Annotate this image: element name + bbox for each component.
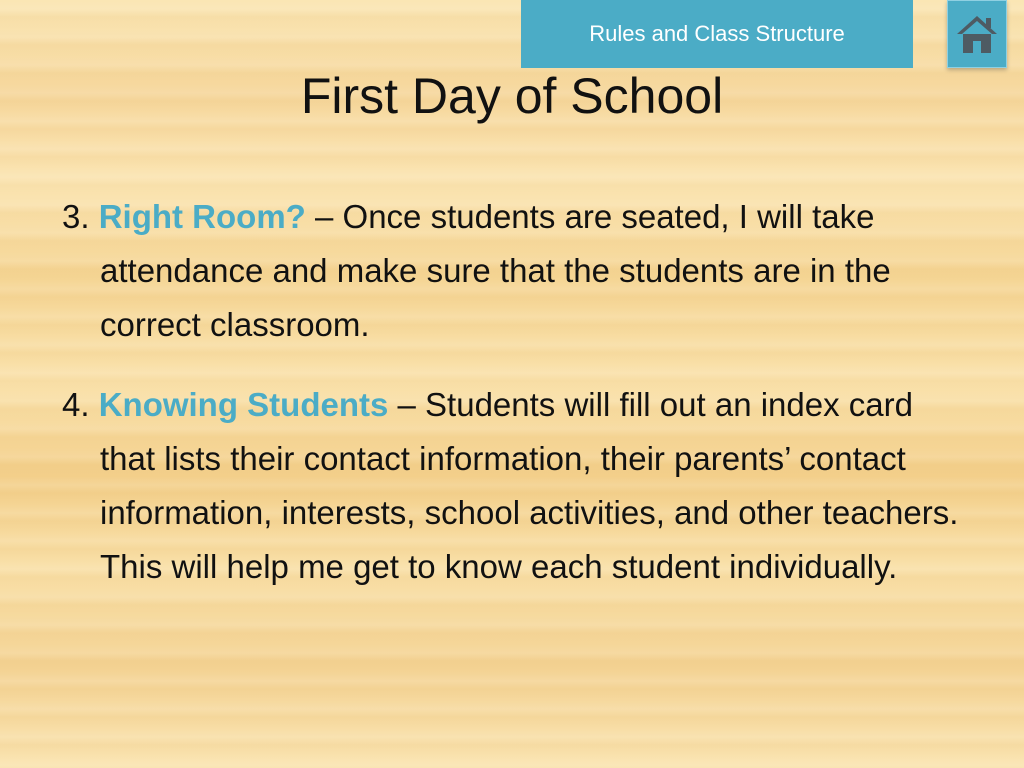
slide-body: [62, 190, 962, 620]
point-text: – Students will fill out an index card that lists their contact information, their parents’ contact information, interests, school activities, and other teachers. This will help me get to know each student individually.: [100, 386, 959, 585]
point-text: – Once students are seated, I will take attendance and make sure that the students are in the correct classroom.: [100, 198, 891, 343]
home-icon: [953, 10, 1001, 58]
point-number: 4.: [62, 386, 90, 423]
point-knowing-students: [62, 378, 962, 594]
point-heading: Right Room?: [98, 198, 306, 235]
rules-and-class-structure-tab[interactable]: [521, 0, 913, 68]
point-heading: Knowing Students: [98, 386, 389, 423]
point-right-room: [62, 190, 962, 352]
nav-tab-label: Rules and Class Structure: [589, 21, 845, 46]
home-button[interactable]: [947, 0, 1007, 68]
point-number: 3.: [62, 198, 90, 235]
slide-title: First Day of School: [300, 68, 724, 124]
